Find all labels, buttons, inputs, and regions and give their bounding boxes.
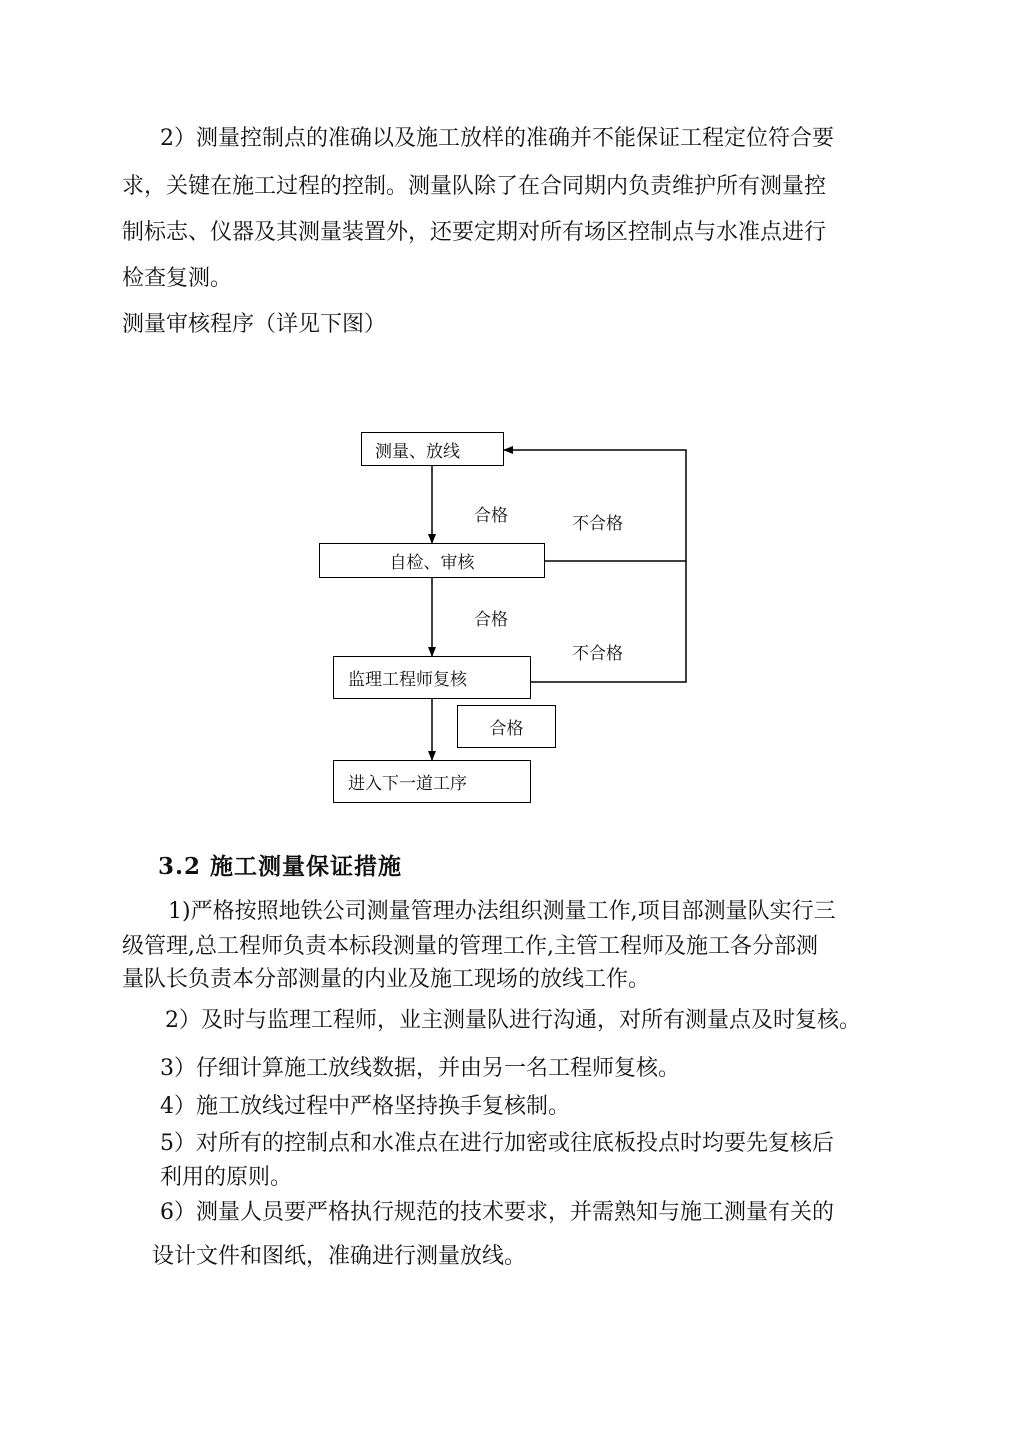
paragraph-line: 2）测量控制点的准确以及施工放样的准确并不能保证工程定位符合要 [160, 126, 834, 151]
flow-label-fail: 不合格 [572, 514, 623, 534]
section-item-line: 4）施工放线过程中严格坚持换手复核制。 [160, 1094, 570, 1119]
section-item-line: 2）及时与监理工程师，业主测量队进行沟通，对所有测量点及时复核。 [165, 1008, 861, 1033]
flow-box-next-process: 进入下一道工序 [333, 760, 531, 803]
section-item-line: 5）对所有的控制点和水准点在进行加密或往底板投点时均要先复核后 [160, 1131, 834, 1156]
paragraph-line: 求，关键在施工过程的控制。测量队除了在合同期内负责维护所有测量控 [122, 174, 827, 199]
audit-intro: 测量审核程序（详见下图） [122, 312, 387, 337]
flow-box-self-check: 自检、审核 [319, 543, 545, 578]
flow-box-survey: 测量、放线 [361, 432, 504, 466]
section-item-line: 1)严格按照地铁公司测量管理办法组织测量工作,项目部测量队实行三 [168, 899, 836, 924]
section-item-line: 3）仔细计算施工放线数据，并由另一名工程师复核。 [160, 1056, 680, 1081]
flow-label-pass: 合格 [474, 610, 508, 630]
section-item-line: 利用的原则。 [160, 1165, 293, 1190]
section-heading: 3.2 施工测量保证措施 [158, 853, 403, 880]
section-item-line: 级管理,总工程师负责本标段测量的管理工作,主管工程师及施工各分部测 [122, 934, 818, 959]
flow-label-pass: 合格 [474, 506, 508, 526]
flow-label-fail: 不合格 [572, 644, 623, 664]
paragraph-line: 检查复测。 [122, 266, 233, 291]
paragraph-line: 制标志、仪器及其测量装置外，还要定期对所有场区控制点与水准点进行 [122, 220, 827, 245]
section-item-line: 6）测量人员要严格执行规范的技术要求，并需熟知与施工测量有关的 [160, 1200, 834, 1225]
flow-box-pass: 合格 [457, 705, 556, 748]
section-item-line: 设计文件和图纸，准确进行测量放线。 [152, 1244, 527, 1269]
flow-box-supervisor-review: 监理工程师复核 [333, 656, 531, 699]
section-item-line: 量队长负责本分部测量的内业及施工现场的放线工作。 [122, 967, 651, 992]
